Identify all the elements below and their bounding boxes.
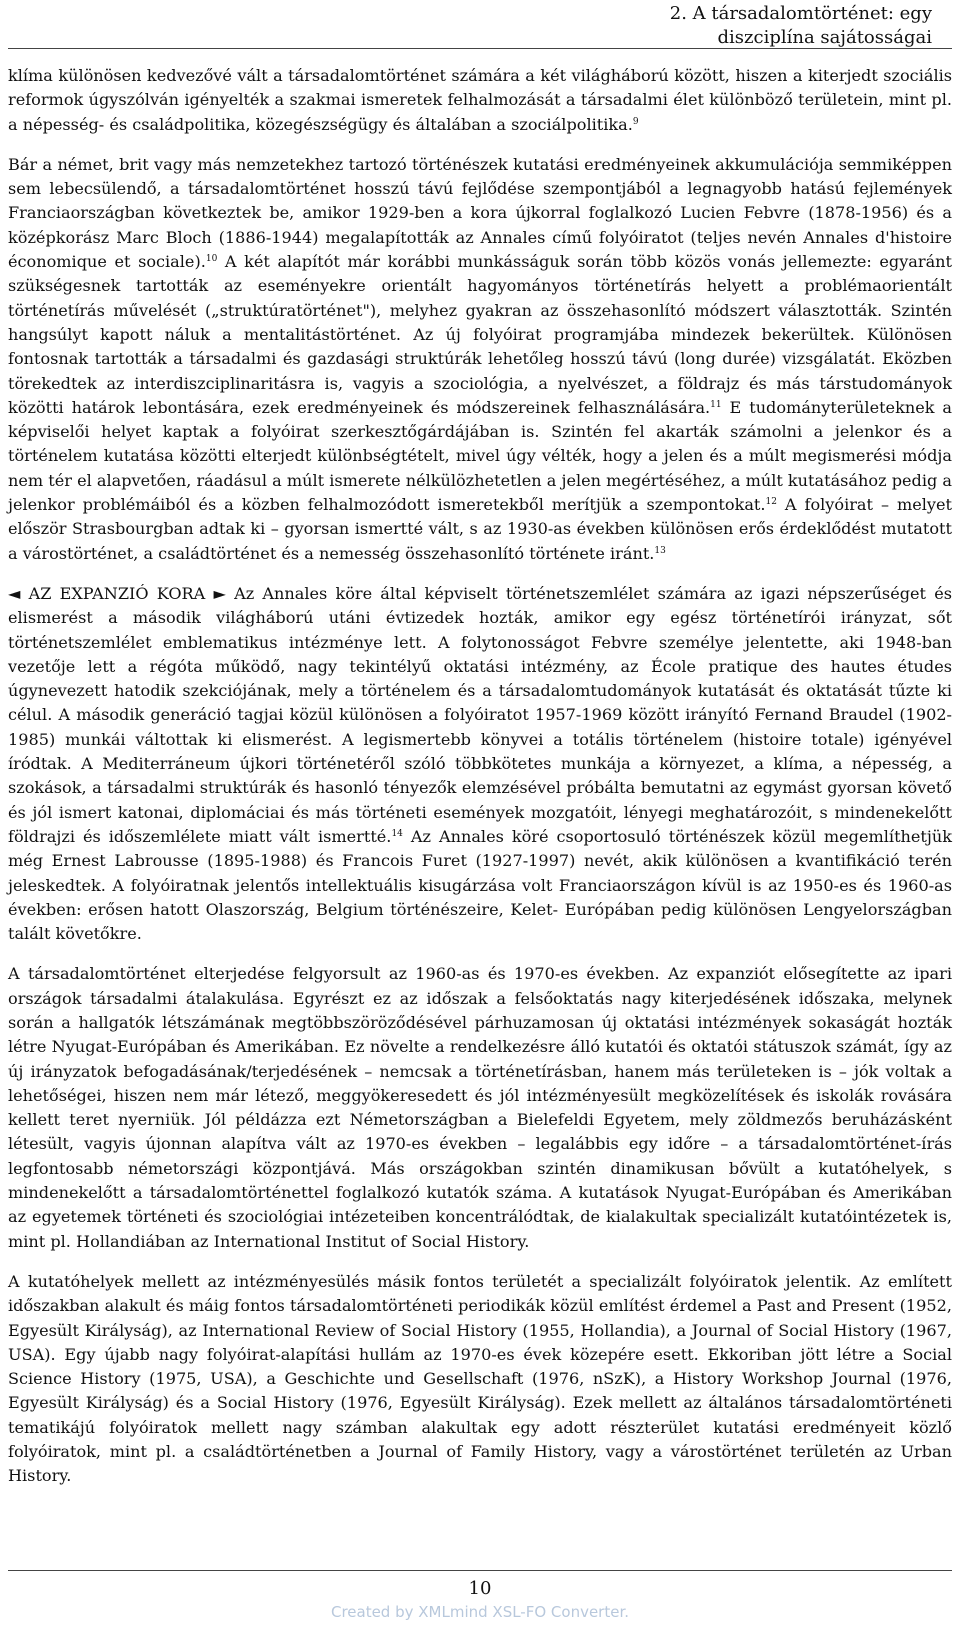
paragraph xyxy=(8,153,952,566)
footer-divider xyxy=(8,1570,952,1571)
paragraph-text: A kutatóhelyek mellett az intézményesülés másik fontos területét a specializált folyóiratok jelentik. Az említett időszakban alakult és máig fontos társadalomtörténeti periodikák közül említést érdemel a Past and Present (1952, Egyesült Királyság), az International Review of Social History (1955, Hollandia), a Journal of Social History (1967, USA). Egy újabb nagy folyóirat-alapítási hullám az 1970-es évek közepére esett. Ekkoriban jött létre a Social Science History (1975, USA), a Geschichte und Gesellschaft (1976, nSzK), a History Workshop Journal (1976, Egyesült Királyság) és a Social History (1976, Egyesült Királyság). Ezek mellett az általános társadalomtörténeti tematikájú folyóiratok mellett nagy számban alakultak egy adott részterület kutatási eredményeit közlő folyóiratok, mint pl. a családtörténetben a Journal of Family History, vagy a várostörténet területén az Urban History. xyxy=(8,1271,952,1486)
header-divider xyxy=(8,48,952,49)
paragraph xyxy=(8,64,952,137)
header-line-2: diszciplína sajátosságai xyxy=(717,27,932,48)
paragraph-text: A két alapítót már korábbi munkásságuk során több közös vonás jellemezte: egyaránt szükségesnek tartották az eseményekre orientált hagyományos történetírás helyett a problémaorientált történetírás művelését („struktúratörténet"), melyhez gyakran az összehasonlító módszert választották. Szintén hangsúlyt kapott náluk a mentalitástörténet. Az új folyóirat programjába mindezek bekerültek. Különösen fontosnak tartották a társadalmi és gazdasági struktúrák lehetőleg hosszú távú (long durée) vizsgálatát. Eközben törekedtek az interdiszciplinaritásra is, vagyis a szociológia, a nyelvészet, a földrajz és más társtudományok közötti határok lebontására, ezek eredményeinek és módszereinek felhasználására. xyxy=(8,252,952,417)
paragraph-text: ◄ AZ EXPANZIÓ KORA ► Az Annales köre által képviselt történetszemlélet számára az igazi népszerűséget és elismerést a második világháború utáni évtizedek hozták, amikor egy egész történetírói irányzat, sőt történetszemlélet emblematikus intézménye lett. A folytonosságot Febvre személye jelentette, aki 1948-ban vezetője lett a régóta működő, nagy tekintélyű oktatási intézmény, az École pratique des hautes études úgynevezett hatodik szekciójának, mely a történelem és a társadalomtudományok kutatását és oktatását tűzte ki célul. A második generáció tagjai közül különösen a folyóiratot 1957-1969 között irányító Fernand Braudel (1902-1985) munkái váltottak ki elismerést. A legismertebb könyvei a totális történelem (histoire totale) igényével íródtak. A Mediterráneum újkori történetéről szóló többkötetes munkája a környezet, a klíma, a népesség, a szokások, a társadalmi struktúrák és hasonló tényezők elemzésével próbálta bemutatni az egymást gyorsan követő és jól ismert katonai, diplomáciai és más történeti események mozgatóit, lényegi meghatározóit, s mindenekelőtt földrajzi és időszemlélete miatt vált ismertté. xyxy=(8,583,952,846)
paragraph-text: Bár a német, brit vagy más nemzetekhez tartozó történészek kutatási eredményeinek akkumulációja semmiképpen sem lebecsülendő, a társadalomtörténet hosszú távú fejlődése szempontjából a legnagyobb hatású fejlemények Franciaországban következtek be, amikor 1929-ben a kora újkorral foglalkozó Lucien Febvre (1878-1956) és a középkorász Marc Bloch (1886-1944) megalapították az Annales című folyóiratot (teljes nevén Annales d'histoire économique et sociale). xyxy=(8,154,952,272)
paragraph xyxy=(8,582,952,946)
footnote-reference[interactable]: 10 xyxy=(205,254,218,265)
running-header xyxy=(8,0,952,50)
footnote-reference[interactable]: 11 xyxy=(710,399,722,410)
footnote-reference[interactable]: 13 xyxy=(654,545,666,556)
document-body xyxy=(8,64,952,1505)
paragraph-text: klíma különösen kedvezővé vált a társadalomtörténet számára a két világháború között, hiszen a kiterjedt szociális reformok úgyszólván igényelték a szakmai ismeretek felhalmozását a társadalmi élet különböző területein, mint pl. a népesség- és családpolitika, közegészségügy és általában a szociálpolitika. xyxy=(8,66,952,134)
footnote-reference[interactable]: 12 xyxy=(765,497,777,508)
paragraph-text: Az Annales köré csoportosuló történészek közül megemlíthetjük még Ernest Labrousse (1895-1988) és Francois Furet (1927-1997) nevét, akik különösen a kvantifikáció terén jeleskedtek. A folyóiratnak jelentős intellektuális kisugárzása volt Franciaországon kívül is az 1950-es és 1960-as években: erősen hatott Olaszország, Belgium történészeire, Kelet- Európában pedig különösen Lengyelországban talált követőkre. xyxy=(8,826,952,944)
page-number: 10 xyxy=(468,1578,492,1599)
paragraph xyxy=(8,962,952,1254)
footnote-reference[interactable]: 9 xyxy=(632,116,639,127)
paragraph xyxy=(8,1270,952,1489)
converter-credit: Created by XMLmind XSL-FO Converter. xyxy=(330,1603,630,1621)
paragraph-text: A folyóirat – melyet először Strasbourgban adtak ki – gyorsan ismertté vált, s az 1930-as években különösen erős érdeklődést mutatott a várostörténet, a családtörténet és a nemesség összehasonlító története iránt. xyxy=(8,495,952,563)
footnote-reference[interactable]: 14 xyxy=(391,828,403,839)
paragraph-text: A társadalomtörténet elterjedése felgyorsult az 1960-as és 1970-es években. Az expanziót elősegítette az ipari országok társadalmi átalakulása. Egyrészt ez az időszak a felsőoktatás nagy kiterjedésének időszaka, melynek során a hallgatók létszámának megtöbbszöröződésével párhuzamosan új oktatási intézmények sokaságát hozták létre Nyugat-Európában és Amerikában. Ez növelte a rendelkezésre álló kutatói és oktatói státuszok számát, így az új irányzatok befogadásának/terjedésének – nemcsak a történetírásban, hanem más területeken is – jók voltak a lehetőségei, hiszen nem már létező, meggyökeresedett és jól intézményesült megközelítések és iskolák rovására kellett teret nyerniük. Jól példázza ezt Németországban a Bielefeldi Egyetem, mely zöldmezős beruházásként létesült, vagyis újonnan alapítva vált az 1970-es években – legalábbis egy időre – a társadalomtörténet-írás legfontosabb németországi központjává. Más országokban szintén dinamikusan bővült a kutatóhelyek, s mindenekelőtt a társadalomtörténettel foglalkozó kutatók száma. A kutatások Nyugat-Európában és Amerikában az egyetemek történeti és szociológiai intézeteiben koncentrálódtak, de kialakultak specializált kutatóintézetek is, mint pl. Hollandiában az International Institut of Social History. xyxy=(8,964,952,1251)
page-header xyxy=(8,0,952,50)
paragraph-text: E tudományterületeknek a képviselői helyet kaptak a folyóirat szerkesztőgárdájában is. Szintén fel akarták számolni a jelenkor és a történelem kutatása közötti elterjedt különbségtételt, mivel úgy vélték, hogy a jelen és a múlt megismerési módja nem tér el alapvetően, ráadásul a múlt ismerete nélkülözhetetlen a jelen megértéséhez, a múlt kutatásához pedig a jelenkor problémáiból és a közben felhalmozódott ismeretekből merítjük a szempontokat. xyxy=(8,397,952,515)
header-line-1: 2. A társadalomtörténet: egy xyxy=(669,3,932,24)
